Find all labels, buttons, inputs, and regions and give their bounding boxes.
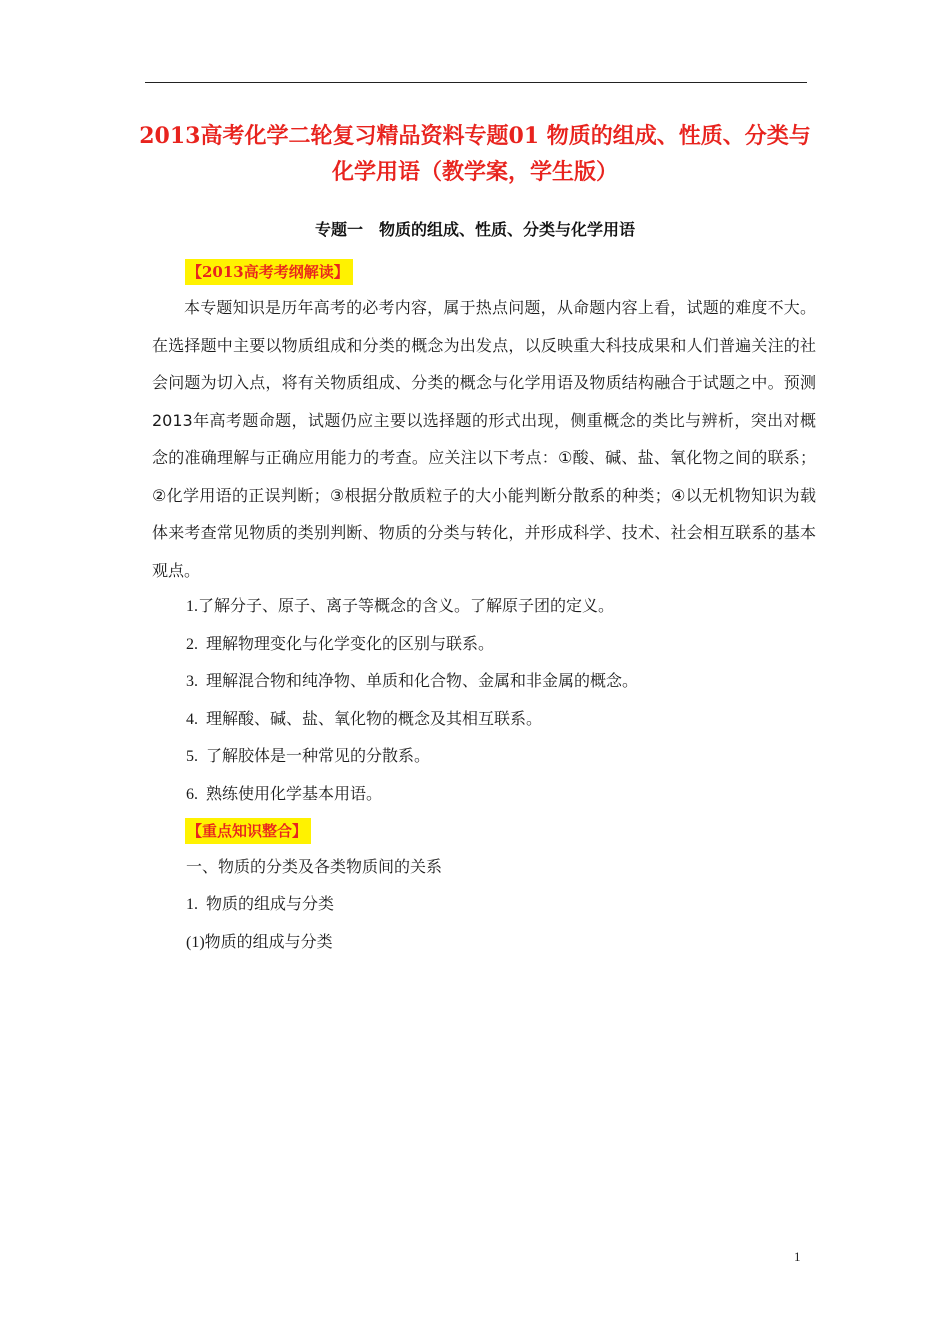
- list-item-text: 理解酸、碱、盐、氧化物的概念及其相互联系。: [206, 708, 543, 728]
- heading-number: 1.: [186, 896, 198, 913]
- page-number: 1: [794, 1249, 801, 1264]
- list-item-number: 1.: [186, 598, 198, 615]
- section-tag-key-knowledge: 【重点知识整合】: [185, 818, 311, 844]
- list-item-number: 2.: [186, 635, 198, 653]
- section-tag-exam-outline: 【2013高考考纲解读】: [185, 259, 353, 285]
- list-item-number: 6.: [186, 785, 198, 803]
- list-item-number: 4.: [186, 710, 198, 728]
- list-item-text: 了解分子、原子、离子等概念的含义。了解原子团的定义。: [198, 596, 615, 615]
- heading-level-3: [186, 931, 333, 954]
- list-item: [186, 625, 806, 663]
- list-item-text: 了解胶体是一种常见的分散系。: [206, 746, 431, 765]
- heading-number: (1): [186, 934, 205, 951]
- list-item-text: 熟练使用化学基本用语。: [206, 783, 383, 803]
- heading-level-2: [186, 893, 334, 916]
- list-item-text: 理解物理变化与化学变化的区别与联系。: [206, 633, 495, 653]
- heading-level-1: 一、物质的分类及各类物质间的关系: [186, 857, 443, 876]
- list-item-text: 理解混合物和纯净物、单质和化合物、金属和非金属的概念。: [206, 671, 639, 690]
- list-item-number: 3.: [186, 673, 198, 690]
- list-item: [186, 775, 806, 813]
- outline-list: [186, 587, 806, 812]
- list-item: [186, 737, 806, 775]
- list-item: [186, 700, 806, 738]
- list-item: [186, 587, 806, 625]
- list-item: [186, 662, 806, 700]
- intro-paragraph: 本专题知识是历年高考的必考内容，属于热点问题，从命题内容上看，试题的难度不大。在选择题中主要以物质组成和分类的概念为出发点，以反映重大科技成果和人们普遍关注的社会问题为切入点，将有关物质组成、分类的概念与化学用语及物质结构融合于试题之中。预测2013年高考题命题，试题仍应主要以选择题的形式出现，侧重概念的类比与辨析，突出对概念的准确理解与正确应用能力的考查。应关注以下考点：①酸、碱、盐、氧化物之间的联系；②化学用语的正误判断；③根据分散质粒子的大小能判断分散系的种类；④以无机物知识为载体来考查常见物质的类别判断、物质的分类与转化，并形成科学、技术、社会相互联系的基本观点。: [152, 298, 816, 580]
- heading-text: 物质的组成与分类: [204, 932, 333, 951]
- list-item-number: 5.: [186, 748, 198, 765]
- heading-text: 物质的组成与分类: [206, 894, 335, 913]
- topic-subtitle: 专题一 物质的组成、性质、分类与化学用语: [314, 220, 635, 239]
- document-title: 2013高考化学二轮复习精品资料专题01 物质的组成、性质、分类与化学用语（教学案，学生版）: [139, 123, 811, 185]
- header-rule: [145, 82, 807, 83]
